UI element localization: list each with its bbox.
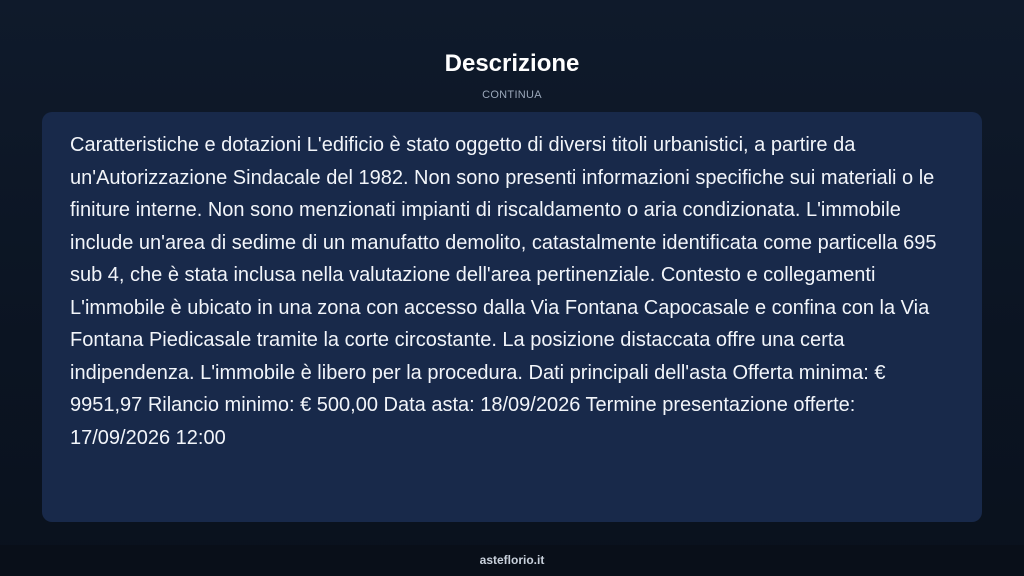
page-title: Descrizione [444, 50, 580, 77]
footer-bar [0, 545, 1024, 576]
footer-site-link[interactable]: asteflorio.it [479, 553, 545, 567]
description-text: Caratteristiche e dotazioni L'edificio è stato oggetto di diversi titoli urbanistici, a partire da un'Autorizzazione Sindacale del 1982. Non sono presenti informazioni specifiche sui materiali o le finiture interne. Non sono menzionati impianti di riscaldamento o aria condizionata. L'immobile include un'area di sedime di un manufatto demolito, catastalmente identificata come particella 695 sub 4, che è stata inclusa nella valutazione dell'area pertinenziale. Contesto e collegamenti L'immobile è ubicato in una zona con accesso dalla Via Fontana Capocasale e confina con la Via Fontana Piedicasale tramite la corte circostante. La posizione distaccata offre una certa indipendenza. L'immobile è libero per la procedura. Dati principali dell'asta Offerta minima: € 9951,97 Rilancio minimo: € 500,00 Data asta: 18/09/2026 Termine presentazione offerte: 17/09/2026 12:00 [70, 134, 937, 449]
description-card [42, 112, 982, 522]
continue-link[interactable]: CONTINUA [482, 89, 542, 101]
page-header [0, 48, 1024, 102]
